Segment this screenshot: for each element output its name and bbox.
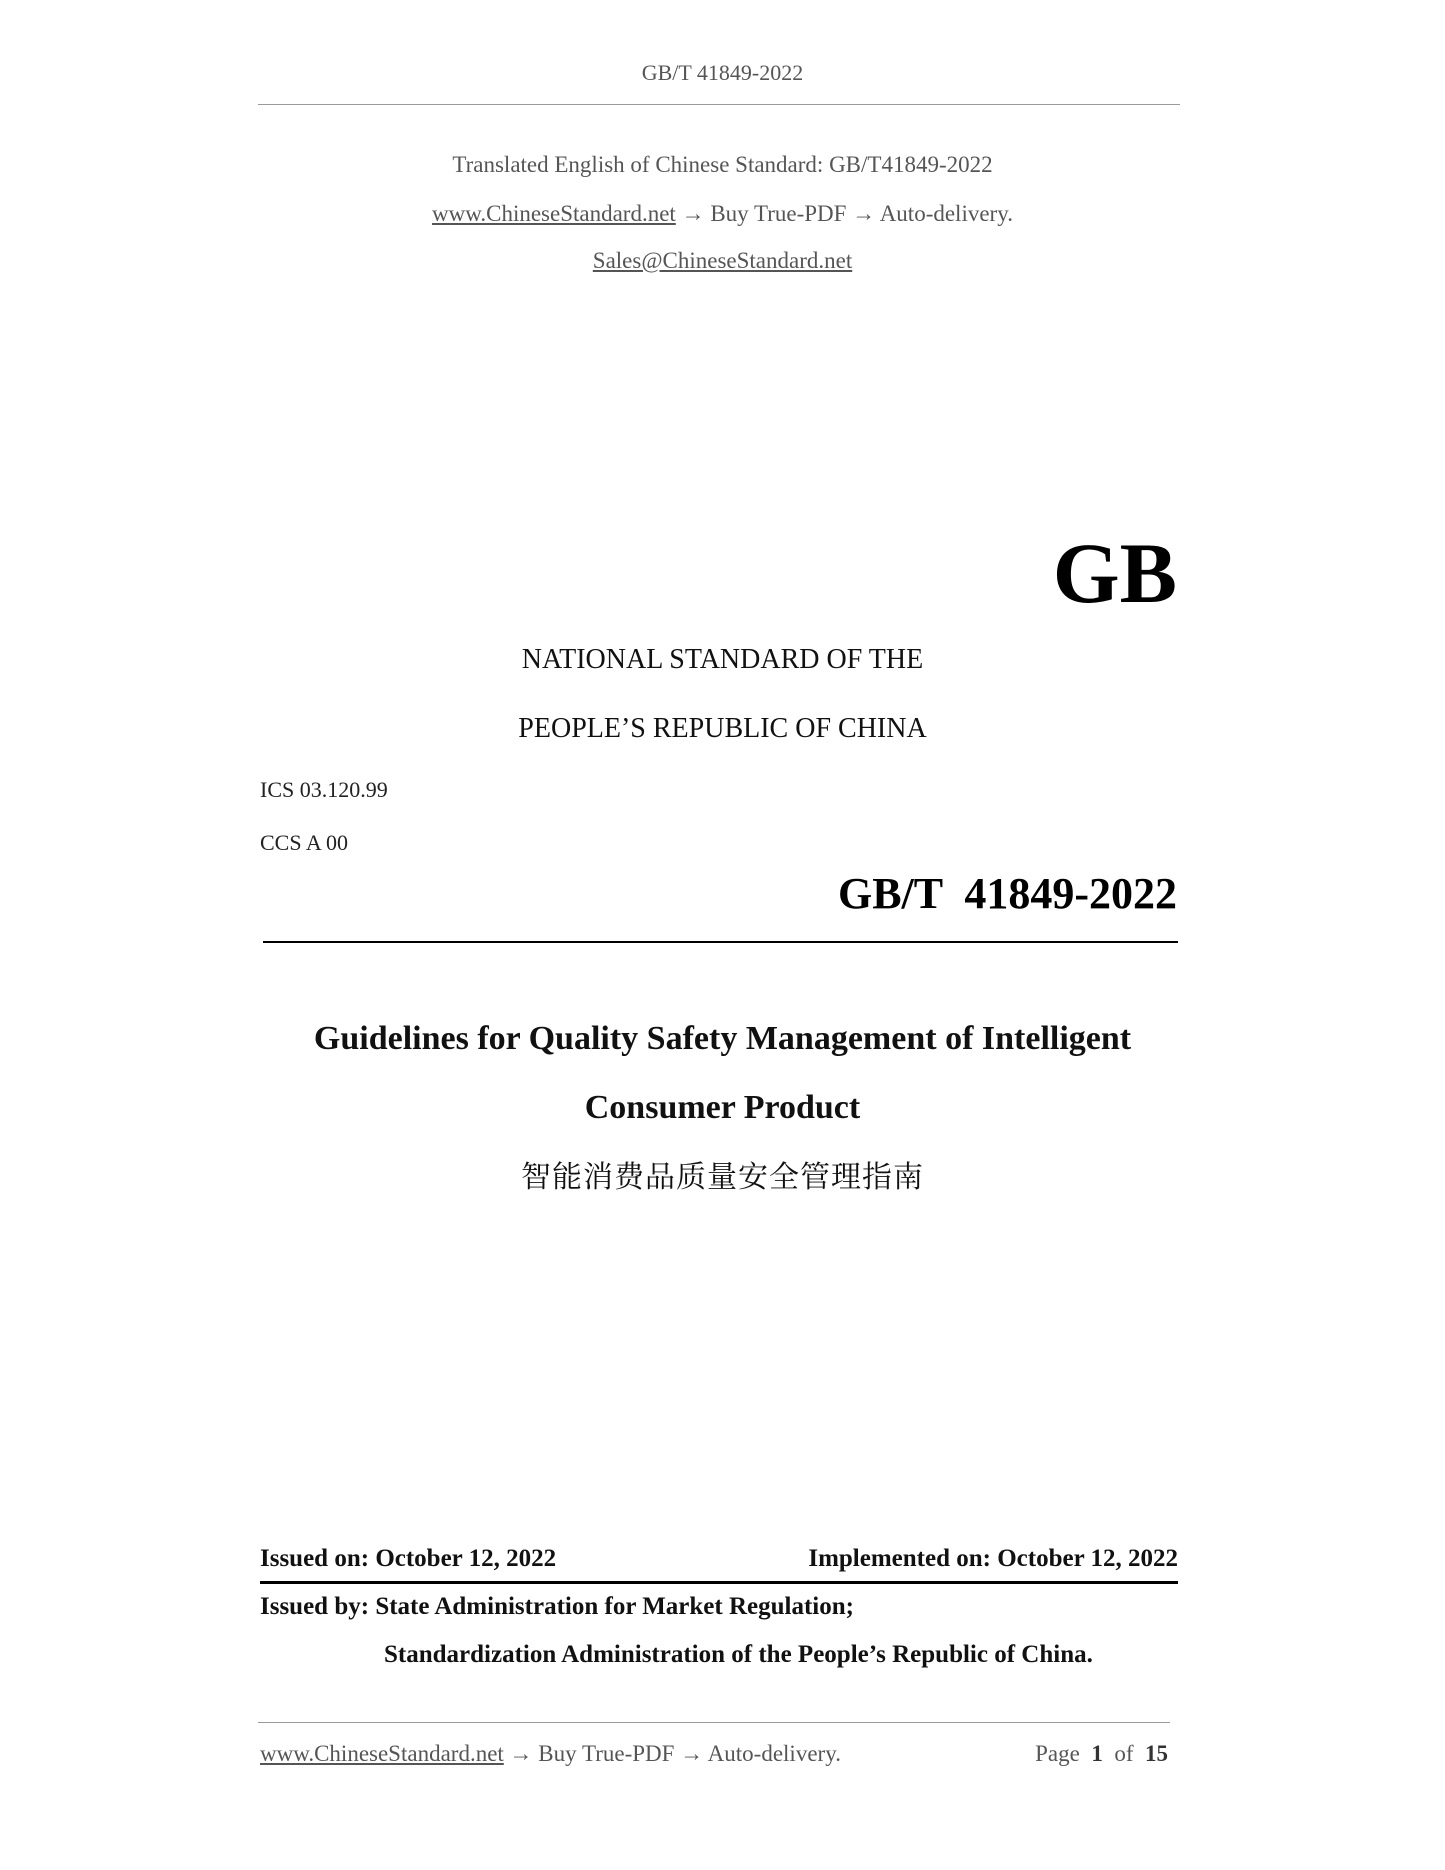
dates-divider <box>260 1581 1178 1584</box>
title-chinese: 智能消费品质量安全管理指南 <box>521 1160 924 1195</box>
arrow-right-icon: → <box>509 1741 533 1766</box>
footer-divider <box>258 1722 1170 1723</box>
implemented-date: Implemented on: October 12, 2022 <box>808 1545 1178 1572</box>
purchase-line <box>0 201 1445 227</box>
title-english-line1: Guidelines for Quality Safety Management of Intelligent <box>313 1020 1132 1057</box>
arrow-right-icon: → <box>852 201 876 226</box>
page-label: Page <box>1035 1741 1080 1766</box>
running-header: GB/T 41849-2022 <box>641 60 804 85</box>
national-standard-line2: PEOPLE’S REPUBLIC OF CHINA <box>518 713 927 744</box>
ics-code: ICS 03.120.99 <box>260 777 388 802</box>
footer-site-link[interactable]: www.ChineseStandard.net <box>260 1741 504 1766</box>
issued-date: Issued on: October 12, 2022 <box>260 1545 557 1572</box>
header-divider <box>258 104 1180 105</box>
email-line <box>0 248 1445 274</box>
site-link[interactable]: www.ChineseStandard.net <box>432 201 676 226</box>
footer-buy-text: Buy True-PDF <box>538 1741 675 1766</box>
page-current: 1 <box>1091 1741 1103 1766</box>
gb-logo: GB <box>1052 525 1177 621</box>
arrow-right-icon: → <box>680 1741 704 1766</box>
standard-number-divider <box>263 941 1178 943</box>
issued-by-line2: Standardization Administration of the People’s Republic of China. <box>384 1641 1093 1668</box>
arrow-right-icon: → <box>681 201 705 226</box>
buy-text: Buy True-PDF <box>710 201 847 226</box>
issued-by-line1: Issued by: State Administration for Market Regulation; <box>260 1593 854 1620</box>
footer-delivery-text: Auto-delivery. <box>707 1741 841 1766</box>
email-link[interactable]: Sales@ChineseStandard.net <box>592 248 853 273</box>
standard-number: GB/T 41849-2022 <box>837 869 1177 918</box>
footer-purchase-line <box>260 1741 841 1767</box>
page-indicator <box>1035 1741 1168 1767</box>
delivery-text: Auto-delivery. <box>879 201 1013 226</box>
page-of: of <box>1114 1741 1134 1766</box>
translation-notice: Translated English of Chinese Standard: GB/T41849-2022 <box>452 152 993 177</box>
ccs-code: CCS A 00 <box>260 830 349 855</box>
national-standard-line1: NATIONAL STANDARD OF THE <box>521 644 924 675</box>
page-total: 15 <box>1145 1741 1168 1766</box>
title-english-line2: Consumer Product <box>584 1089 861 1126</box>
